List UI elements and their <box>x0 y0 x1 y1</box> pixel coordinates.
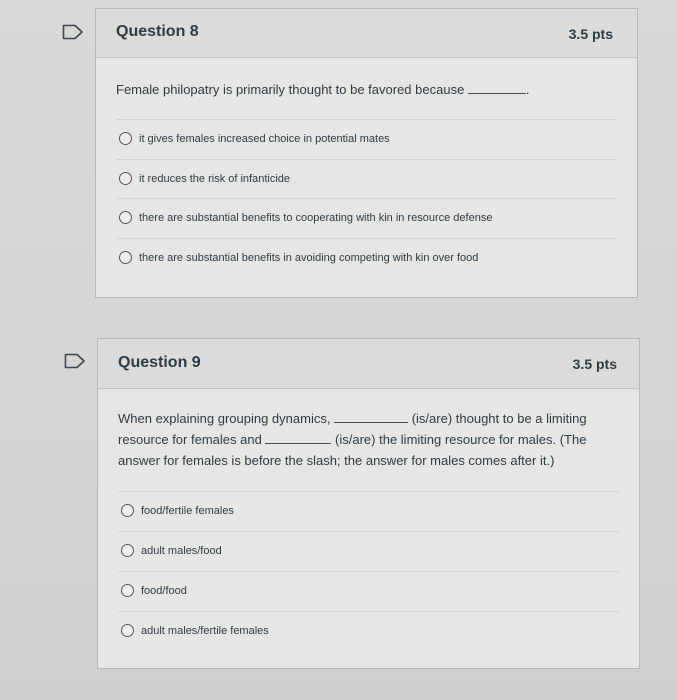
radio-button-icon[interactable] <box>121 504 134 517</box>
question-points: 3.5 pts <box>568 26 613 42</box>
answer-option[interactable] <box>116 159 617 197</box>
prompt-period: . <box>525 82 530 97</box>
option-label: food/fertile females <box>141 504 234 517</box>
prompt-fragment: (is/are) thought to be a limiting <box>411 411 587 426</box>
answer-blank <box>265 431 331 444</box>
answer-option[interactable] <box>118 531 619 569</box>
question-prompt <box>118 408 628 471</box>
option-label: adult males/fertile females <box>141 624 269 637</box>
option-label: there are substantial benefits to cooperating with kin in resource defense <box>139 211 493 224</box>
question-header <box>96 9 637 58</box>
answer-option[interactable] <box>116 119 617 157</box>
option-label: there are substantial benefits in avoiding competing with kin over food <box>139 251 479 264</box>
radio-button-icon[interactable] <box>119 172 132 185</box>
question-prompt <box>116 79 616 100</box>
flag-question-9-icon[interactable] <box>64 353 86 369</box>
prompt-text: Female philopatry is primarily thought to be favored because <box>116 82 465 97</box>
answer-blank <box>468 81 526 94</box>
answer-option[interactable] <box>118 571 619 609</box>
radio-button-icon[interactable] <box>119 132 132 145</box>
prompt-fragment: (is/are) the limiting resource for males. (The <box>335 432 587 447</box>
answer-blank <box>334 410 408 423</box>
question-card-8 <box>95 8 638 298</box>
radio-button-icon[interactable] <box>121 624 134 637</box>
question-points: 3.5 pts <box>572 356 617 372</box>
question-title: Question 8 <box>116 23 199 40</box>
answer-option[interactable] <box>118 491 619 529</box>
option-label: adult males/food <box>141 544 222 557</box>
question-card-9 <box>97 338 640 669</box>
radio-button-icon[interactable] <box>121 544 134 557</box>
answer-option[interactable] <box>116 238 617 276</box>
prompt-line-3: answer for females is before the slash; the answer for males comes after it.) <box>118 453 555 468</box>
radio-button-icon[interactable] <box>121 584 134 597</box>
prompt-fragment: When explaining grouping dynamics, <box>118 411 331 426</box>
prompt-line-1 <box>118 408 628 429</box>
radio-button-icon[interactable] <box>119 211 132 224</box>
option-label: it gives females increased choice in potential mates <box>139 132 390 145</box>
answer-option[interactable] <box>118 611 619 649</box>
option-label: food/food <box>141 584 187 597</box>
question-title: Question 9 <box>118 354 201 371</box>
radio-button-icon[interactable] <box>119 251 132 264</box>
flag-question-8-icon[interactable] <box>62 24 84 40</box>
option-label: it reduces the risk of infanticide <box>139 172 291 185</box>
answer-option[interactable] <box>116 198 617 236</box>
prompt-line-2 <box>118 429 628 450</box>
prompt-fragment: resource for females and <box>118 432 262 447</box>
question-header <box>98 339 639 389</box>
